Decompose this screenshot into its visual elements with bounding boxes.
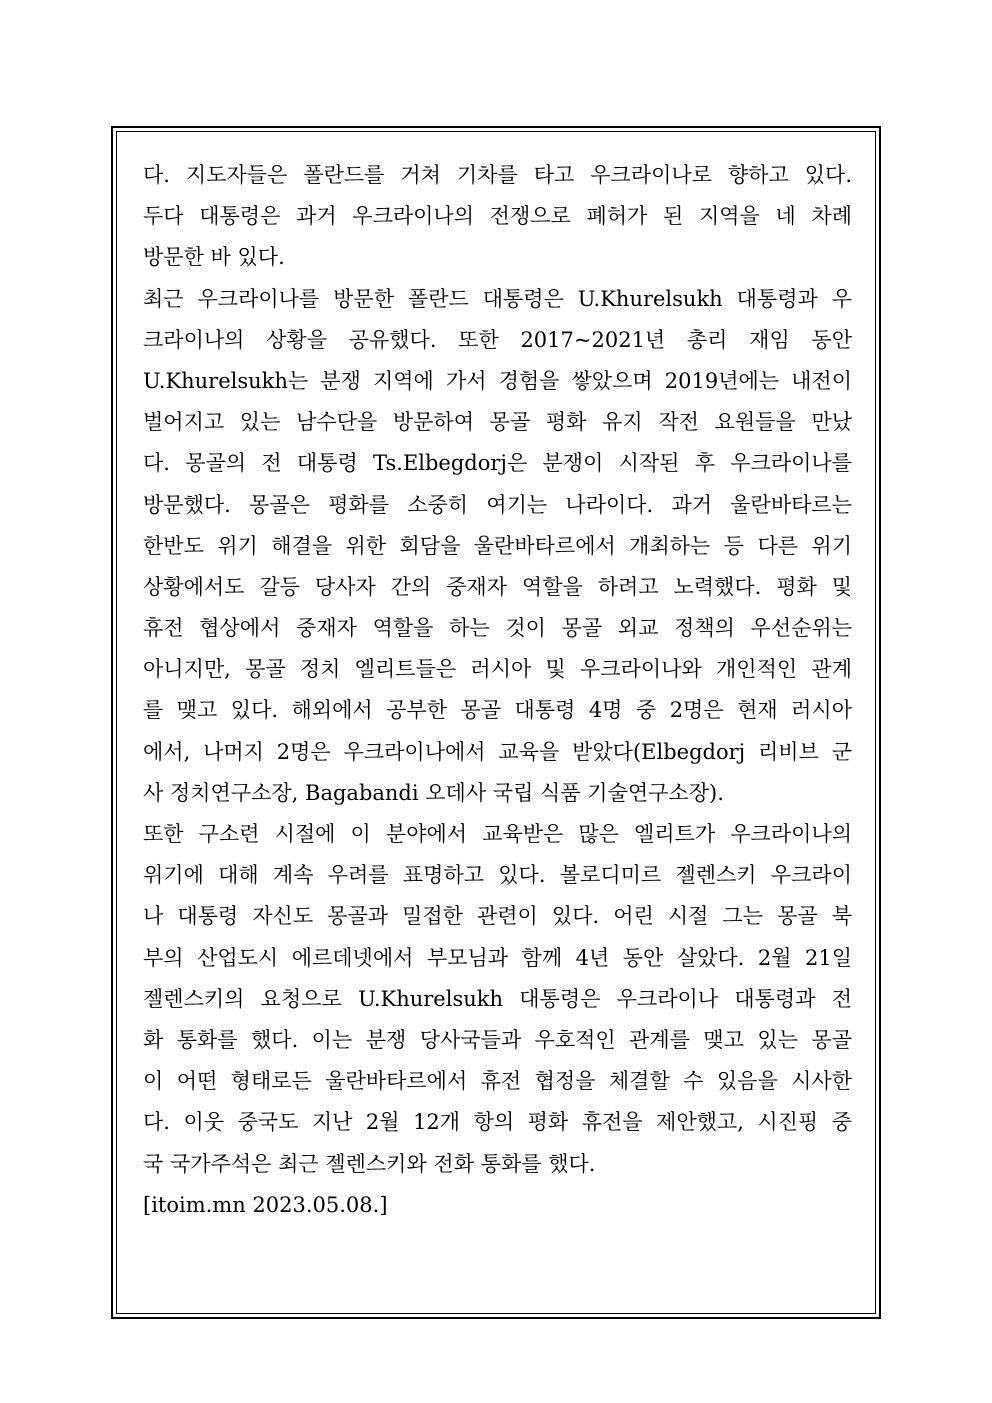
text-line: 에서, 나머지 2명은 우크라이나에서 교육을 받았다(Elbegdorj 리비브 군 [143, 739, 852, 764]
text-line: 벌어지고 있는 남수단을 방문하여 몽골 평화 유지 작전 요원들을 만났 [143, 410, 852, 435]
text-line: 나 대통령 자신도 몽골과 밀접한 관련이 있다. 어린 시절 그는 몽골 북 [143, 904, 852, 929]
text-line: 크라이나의 상황을 공유했다. 또한 2017~2021년 총리 재임 동안 [143, 327, 852, 352]
document-body [143, 155, 852, 1226]
text-line: 또한 구소련 시절에 이 분야에서 교육받은 많은 엘리트가 우크라이나의 [143, 822, 852, 846]
text-line: 방문한 바 있다. [143, 245, 285, 270]
text-line: 국 국가주석은 최근 젤렌스키와 전화 통화를 했다. [143, 1151, 596, 1176]
text-line: 아니지만, 몽골 정치 엘리트들은 러시아 및 우크라이나와 개인적인 관계 [143, 657, 852, 682]
text-line: 다. 이웃 중국도 지난 2월 12개 항의 평화 휴전을 제안했고, 시진핑 중 [143, 1110, 852, 1135]
text-line: 휴전 협상에서 중재자 역할을 하는 것이 몽골 외교 정책의 우선순위는 [143, 616, 852, 641]
text-line: 다. 지도자들은 폴란드를 거쳐 기차를 타고 우크라이나로 향하고 있다. [143, 163, 852, 187]
text-line: 방문했다. 몽골은 평화를 소중히 여기는 나라이다. 과거 울란바타르는 [143, 492, 852, 517]
text-line: 한반도 위기 해결을 위한 회담을 울란바타르에서 개최하는 등 다른 위기 [143, 533, 852, 558]
text-line: 상황에서도 갈등 당사자 간의 중재자 역할을 하려고 노력했다. 평화 및 [143, 574, 852, 599]
text-line: 최근 우크라이나를 방문한 폴란드 대통령은 U.Khurelsukh 대통령과 우 [143, 286, 852, 311]
text-line: 다. 몽골의 전 대통령 Ts.Elbegdorj은 분쟁이 시작된 후 우크라이나를 [143, 451, 852, 476]
text-line: 젤렌스키의 요청으로 U.Khurelsukh 대통령은 우크라이나 대통령과 전 [143, 986, 852, 1011]
text-line: U.Khurelsukh는 분쟁 지역에 가서 경험을 쌓았으며 2019년에는 내전이 [143, 368, 852, 393]
source-citation: [itoim.mn 2023.05.08.] [143, 1192, 388, 1217]
text-line: 사 정치연구소장, Bagabandi 오데사 국립 식품 기술연구소장). [143, 780, 724, 805]
text-line: 이 어떤 형태로든 울란바타르에서 휴전 협정을 체결할 수 있음을 시사한 [143, 1069, 852, 1094]
text-line: 위기에 대해 계속 우려를 표명하고 있다. 볼로디미르 젤렌스키 우크라이 [143, 863, 852, 888]
text-line: 화 통화를 했다. 이는 분쟁 당사국들과 우호적인 관계를 맺고 있는 몽골 [143, 1027, 852, 1052]
text-line: 두다 대통령은 과거 우크라이나의 전쟁으로 폐허가 된 지역을 네 차례 [143, 204, 852, 229]
text-line: 부의 산업도시 에르데넷에서 부모님과 함께 4년 동안 살았다. 2월 21일 [143, 945, 852, 970]
text-line: 를 맺고 있다. 해외에서 공부한 몽골 대통령 4명 중 2명은 현재 러시아 [143, 698, 852, 723]
